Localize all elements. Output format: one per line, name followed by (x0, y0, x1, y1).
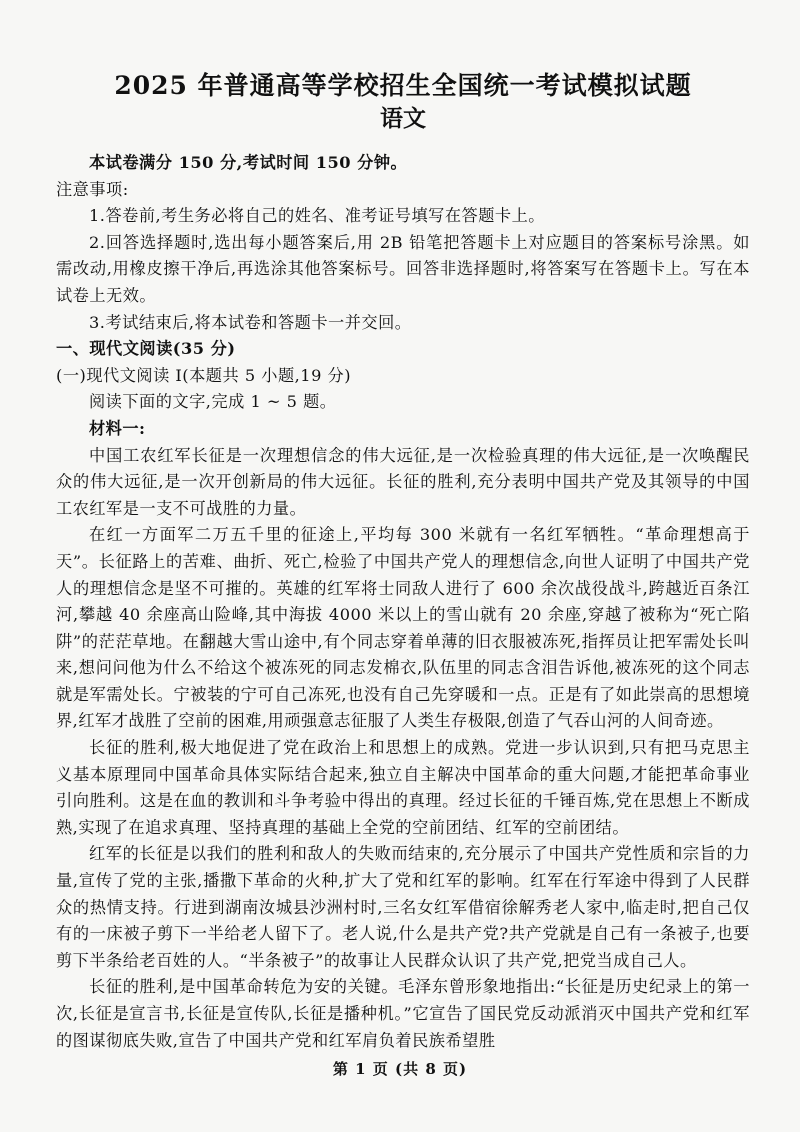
material-paragraph: 在红一方面军二万五千里的征途上,平均每 300 米就有一名红军牺牲。“革命理想高于天”。长征路上的苦难、曲折、死亡,检验了中国共产党人的理想信念,向世人证明了中国共产党人的理想信念是坚不可摧的。英雄的红军将士同敌人进行了 600 余次战役战斗,跨越近百条江河,攀越 40 余座高山险峰,其中海拔 4000 米以上的雪山就有 20 余座,穿越了被称为“死亡陷阱”的茫茫草地。在翻越大雪山途中,有个同志穿着单薄的旧衣服被冻死,指挥员让把军需处长叫来,想问问他为什么不给这个被冻死的同志发棉衣,队伍里的同志含泪告诉他,被冻死的这个同志就是军需处长。宁被装的宁可自己冻死,也没有自己先穿暖和一点。正是有了如此崇高的思想境界,红军才战胜了空前的困难,用顽强意志征服了人类生存极限,创造了气吞山河的人间奇迹。 (56, 525, 750, 731)
notice-item: 1.答卷前,考生务必将自己的姓名、准考证号填写在答题卡上。 (89, 206, 545, 226)
material-paragraph: 中国工农红军长征是一次理想信念的伟大远征,是一次检验真理的伟大远征,是一次唤醒民众的伟大远征,是一次开创新局的伟大远征。长征的胜利,充分表明中国共产党及其领导的中国工农红军是一支不可战胜的力量。 (56, 445, 750, 518)
material-paragraph: 长征的胜利,是中国革命转危为安的关键。毛泽东曾形象地指出:“长征是历史纪录上的第一次,长征是宣言书,长征是宣传队,长征是播种机。”它宣告了国民党反动派消灭中国共产党和红军的图谋彻底失败,宣告了中国共产党和红军肩负着民族希望胜 (56, 977, 750, 1050)
section-heading: 一、现代文阅读(35 分) (56, 339, 236, 359)
section-subheading: (一)现代文阅读 I(本题共 5 小题,19 分) (56, 365, 352, 385)
subject-title: 语文 (380, 105, 426, 132)
reading-instruction: 阅读下面的文字,完成 1 ~ 5 题。 (89, 392, 337, 412)
exam-title: 2025 年普通高等学校招生全国统一考试模拟试题 (114, 71, 692, 100)
page-number: 第 1 页 (共 8 页) (332, 1060, 468, 1078)
notice-heading: 注意事项: (56, 179, 129, 199)
material-label: 材料一: (89, 418, 146, 438)
material-paragraph: 红军的长征是以我们的胜利和敌人的失败而结束的,充分展示了中国共产党性质和宗旨的力量,宣传了党的主张,播撒下革命的火种,扩大了党和红军的影响。红军在行军途中得到了人民群众的热情支持。行进到湖南汝城县沙洲村时,三名女红军借宿徐解秀老人家中,临走时,把自己仅有的一床被子剪下一半给老人留下了。老人说,什么是共产党?共产党就是自己有一条被子,也要剪下半条给老百姓的人。“半条被子”的故事让人民群众认识了共产党,把党当成自己人。 (56, 844, 750, 970)
material-paragraph: 长征的胜利,极大地促进了党在政治上和思想上的成熟。党进一步认识到,只有把马克思主义基本原理同中国革命具体实际结合起来,独立自主解决中国革命的重大问题,才能把革命事业引向胜利。这是在血的教训和斗争考验中得出的真理。经过长征的千锤百炼,党在思想上不断成熟,实现了在追求真理、坚持真理的基础上全党的空前团结、红军的空前团结。 (56, 738, 750, 837)
notice-item: 3.考试结束后,将本试卷和答题卡一并交回。 (89, 312, 412, 332)
notice-item: 2.回答选择题时,选出每小题答案后,用 2B 铅笔把答题卡上对应题目的答案标号涂黑。如需改动,用橡皮擦干净后,再选涂其他答案标号。回答非选择题时,将答案写在答题卡上。写在本试卷上无效。 (56, 232, 750, 305)
score-line: 本试卷满分 150 分,考试时间 150 分钟。 (89, 153, 408, 172)
